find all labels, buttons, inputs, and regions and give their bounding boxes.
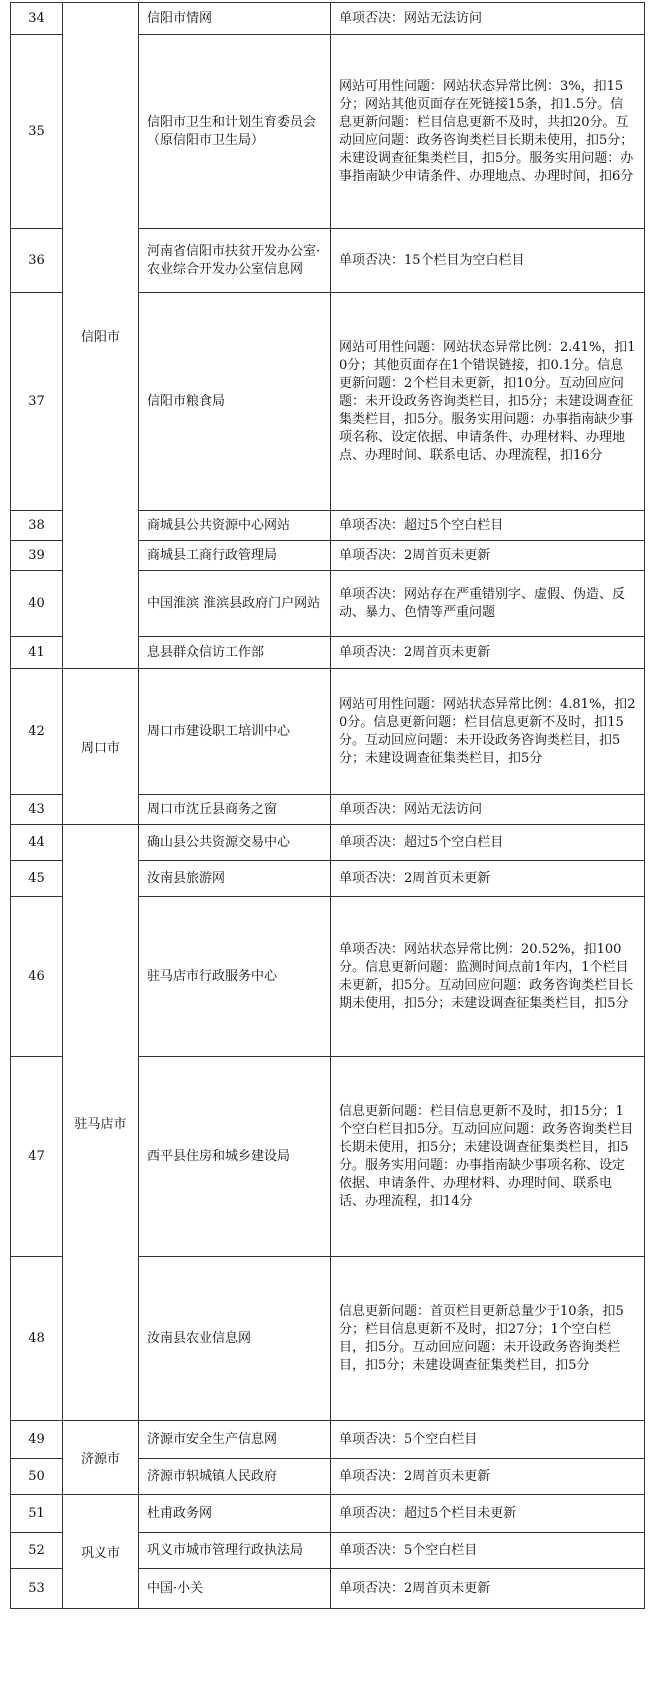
table-body <box>11 3 645 1609</box>
row-number: 52 <box>11 1533 63 1569</box>
issue-description: 单项否决：超过5个空白栏目 <box>331 825 645 861</box>
website-name: 周口市沈丘县商务之窗 <box>139 795 331 825</box>
issue-description: 单项否决：网站状态异常比例：20.52%，扣100分。信息更新问题：监测时间点前1年内，1个栏目未更新，扣5分。互动回应问题：政务咨询类栏目长期未使用，扣5分；未建设调查征集类栏目，扣5分 <box>331 897 645 1057</box>
city-cell: 驻马店市 <box>63 825 139 1421</box>
row-number: 46 <box>11 897 63 1057</box>
issue-description: 网站可用性问题：网站状态异常比例：2.41%，扣10分；其他页面存在1个错误链接，扣0.1分。信息更新问题：2个栏目未更新，扣10分。互动回应问题：未开设政务咨询类栏目，扣5分；未建设调查征集类栏目，扣5分。服务实用问题：办事指南缺少事项名称、设定依据、申请条件、办理材料、办理地点、办理时间、联系电话、办理流程，扣16分 <box>331 293 645 511</box>
issue-description: 单项否决：超过5个栏目未更新 <box>331 1495 645 1533</box>
issue-description: 单项否决：网站存在严重错别字、虚假、伪造、反动、暴力、色情等严重问题 <box>331 571 645 637</box>
row-number: 48 <box>11 1257 63 1421</box>
issue-description: 单项否决：5个空白栏目 <box>331 1421 645 1459</box>
row-number: 47 <box>11 1057 63 1257</box>
website-name: 中国淮滨 淮滨县政府门户网站 <box>139 571 331 637</box>
website-name: 中国·小关 <box>139 1569 331 1609</box>
issue-description: 信息更新问题：栏目信息更新不及时，扣15分；1个空白栏目扣5分。互动回应问题：政务咨询类栏目长期未使用，扣5分；未建设调查征集类栏目，扣5分。服务实用问题：办事指南缺少事项名称、设定依据、申请条件、办理材料、办理时间、联系电话、办理流程，扣14分 <box>331 1057 645 1257</box>
website-name: 济源市轵城镇人民政府 <box>139 1459 331 1495</box>
issue-description: 单项否决：2周首页未更新 <box>331 541 645 571</box>
row-number: 40 <box>11 571 63 637</box>
row-number: 36 <box>11 229 63 293</box>
issue-description: 单项否决：2周首页未更新 <box>331 1569 645 1609</box>
website-name: 周口市建设职工培训中心 <box>139 669 331 795</box>
issue-description: 单项否决：网站无法访问 <box>331 795 645 825</box>
row-number: 49 <box>11 1421 63 1459</box>
website-name: 杜甫政务网 <box>139 1495 331 1533</box>
row-number: 38 <box>11 511 63 541</box>
row-number: 34 <box>11 3 63 35</box>
website-name: 息县群众信访工作部 <box>139 637 331 669</box>
city-cell: 济源市 <box>63 1421 139 1495</box>
row-number: 53 <box>11 1569 63 1609</box>
row-number: 39 <box>11 541 63 571</box>
website-name: 济源市安全生产信息网 <box>139 1421 331 1459</box>
website-name: 信阳市粮食局 <box>139 293 331 511</box>
issue-description: 单项否决：2周首页未更新 <box>331 637 645 669</box>
row-number: 50 <box>11 1459 63 1495</box>
table-row <box>11 3 645 35</box>
issue-description: 单项否决：2周首页未更新 <box>331 1459 645 1495</box>
issue-description: 单项否决：15个栏目为空白栏目 <box>331 229 645 293</box>
website-inspection-table <box>10 2 645 1609</box>
issue-description: 单项否决：网站无法访问 <box>331 3 645 35</box>
website-name: 巩义市城市管理行政执法局 <box>139 1533 331 1569</box>
row-number: 37 <box>11 293 63 511</box>
table-row <box>11 825 645 861</box>
row-number: 43 <box>11 795 63 825</box>
row-number: 41 <box>11 637 63 669</box>
issue-description: 信息更新问题：首页栏目更新总量少于10条，扣5分；栏目信息更新不及时，扣27分；1个空白栏目，扣5分。互动回应问题：未开设政务咨询类栏目，扣5分；未建设调查征集类栏目，扣5分 <box>331 1257 645 1421</box>
table-row <box>11 1495 645 1533</box>
issue-description: 单项否决：超过5个空白栏目 <box>331 511 645 541</box>
website-name: 确山县公共资源交易中心 <box>139 825 331 861</box>
website-name: 汝南县农业信息网 <box>139 1257 331 1421</box>
table-row <box>11 669 645 795</box>
website-name: 信阳市卫生和计划生育委员会（原信阳市卫生局） <box>139 35 331 229</box>
row-number: 44 <box>11 825 63 861</box>
issue-description: 网站可用性问题：网站状态异常比例：4.81%，扣20分。信息更新问题：栏目信息更新不及时，扣15分。互动回应问题：未开设政务咨询类栏目，扣5分；未建设调查征集类栏目，扣5分 <box>331 669 645 795</box>
issue-description: 单项否决：5个空白栏目 <box>331 1533 645 1569</box>
website-name: 商城县公共资源中心网站 <box>139 511 331 541</box>
website-name: 汝南县旅游网 <box>139 861 331 897</box>
row-number: 35 <box>11 35 63 229</box>
issue-description: 单项否决：2周首页未更新 <box>331 861 645 897</box>
row-number: 45 <box>11 861 63 897</box>
website-name: 驻马店市行政服务中心 <box>139 897 331 1057</box>
website-name: 商城县工商行政管理局 <box>139 541 331 571</box>
city-cell: 信阳市 <box>63 3 139 669</box>
row-number: 42 <box>11 669 63 795</box>
website-name: 河南省信阳市扶贫开发办公室·农业综合开发办公室信息网 <box>139 229 331 293</box>
issue-description: 网站可用性问题：网站状态异常比例：3%，扣15分；网站其他页面存在死链接15条，扣1.5分。信息更新问题：栏目信息更新不及时，共扣20分。互动回应问题：政务咨询类栏目长期未使用，扣5分；未建设调查征集类栏目，扣5分。服务实用问题：办事指南缺少申请条件、办理地点、办理时间，扣6分 <box>331 35 645 229</box>
table-row <box>11 1421 645 1459</box>
city-cell: 周口市 <box>63 669 139 825</box>
city-cell: 巩义市 <box>63 1495 139 1609</box>
website-name: 信阳市情网 <box>139 3 331 35</box>
row-number: 51 <box>11 1495 63 1533</box>
website-name: 西平县住房和城乡建设局 <box>139 1057 331 1257</box>
